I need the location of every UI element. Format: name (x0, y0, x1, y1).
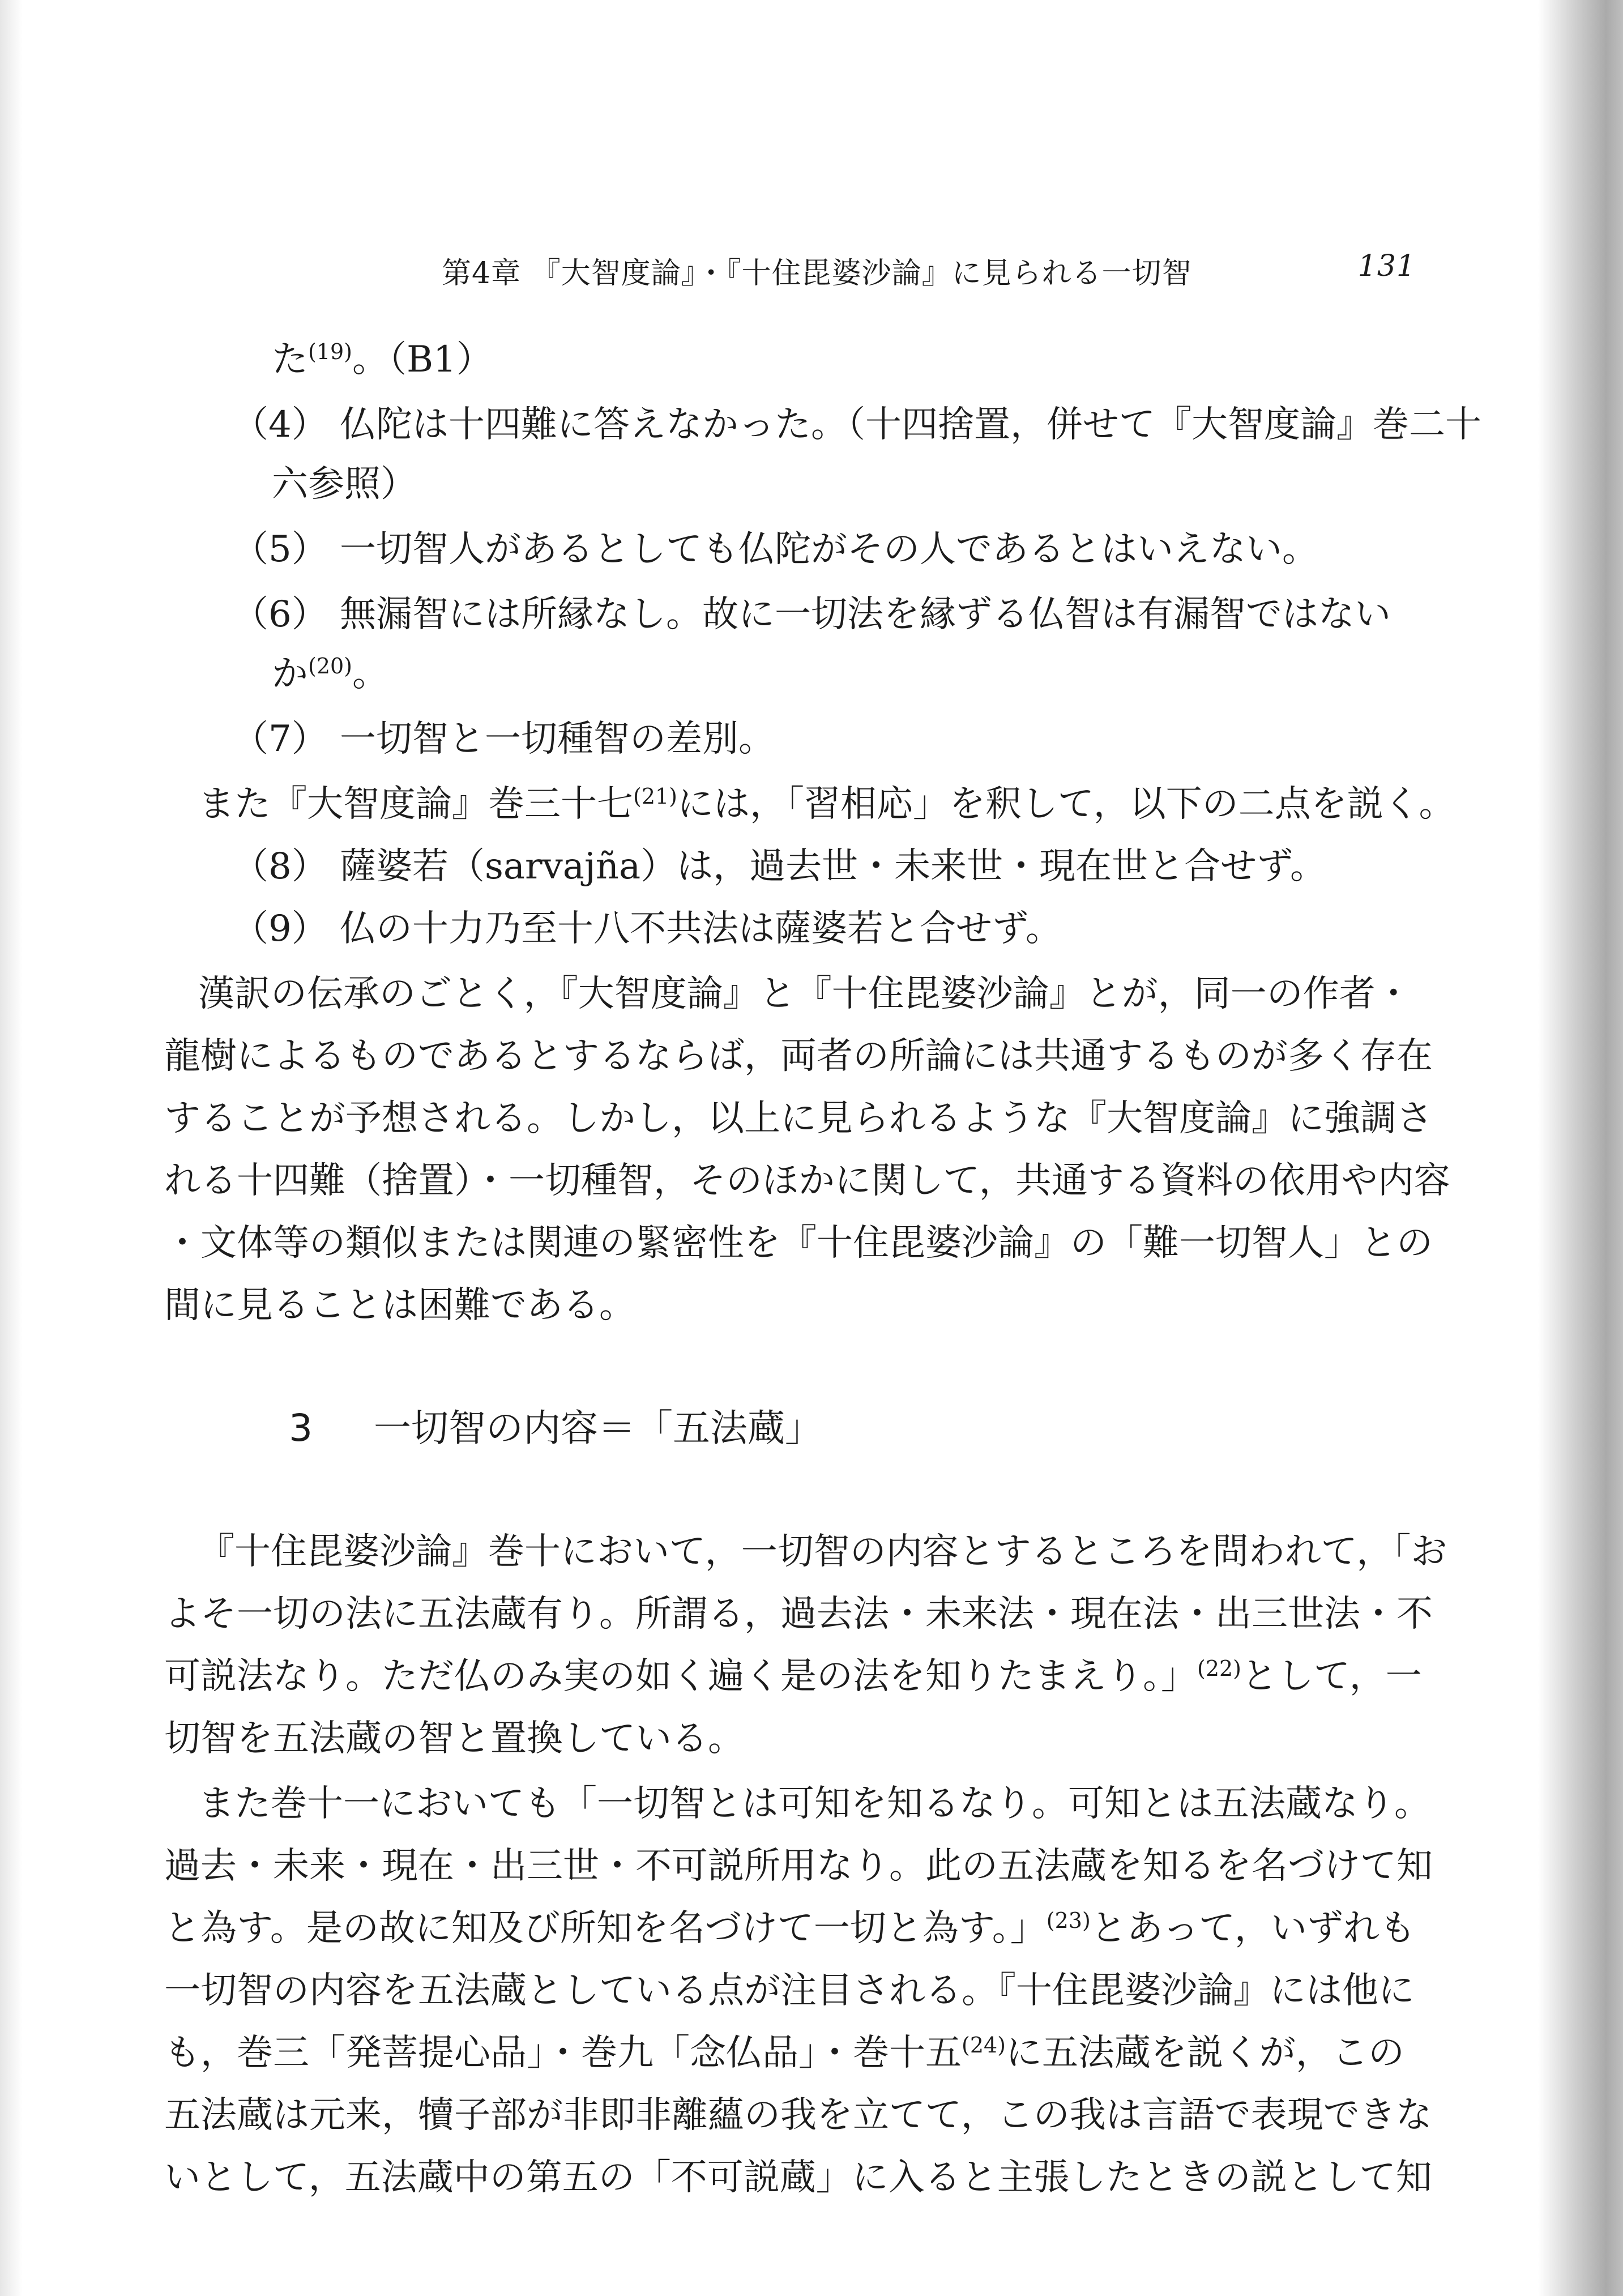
item-text: 一切智と一切種智の差別。 (340, 718, 775, 760)
item-continuation-4: 六参照） (272, 463, 417, 505)
running-header (442, 249, 1416, 295)
section-title: 一切智の内容＝「五法蔵」 (374, 1406, 822, 1450)
item-text: 仏陀は十四難に答えなかった。（十四捨置，併せて『大智度論』巻二十 (340, 404, 1481, 446)
item-text: 薩婆若（sarvajña）は，過去世・未来世・現在世と合せず。 (340, 846, 1327, 887)
item-number: （8） (232, 846, 328, 887)
item-text: 無漏智には所縁なし。故に一切法を縁ずる仏智は有漏智ではない (340, 594, 1391, 635)
paragraph-line: 一切智の内容を五法蔵としている点が注目される。『十住毘婆沙論』には他に (164, 1970, 1415, 2012)
numbered-item-7 (232, 716, 775, 762)
paragraph-line: いとして，五法蔵中の第五の「不可説蔵」に入ると主張したときの説として知 (164, 2157, 1432, 2199)
paragraph-line: 間に見ることは困難である。 (164, 1284, 635, 1326)
paragraph-line: も，巻三「発菩提心品」・巻九「念仏品」・巻十五$^{(24)}$に五法蔵を説くが，この (164, 2032, 1405, 2074)
numbered-item-9 (232, 906, 1062, 951)
footnote-ref-22: (22) (1197, 1656, 1242, 1681)
numbered-item-4 (232, 402, 1481, 447)
paragraph-line: 漢訳の伝承のごとく，『大智度論』と『十住毘婆沙論』とが，同一の作者・ (198, 973, 1412, 1015)
paragraph-line: 龍樹によるものであるとするならば，両者の所論には共通するものが多く存在 (164, 1035, 1433, 1077)
paragraph-line: することが予想される。しかし，以上に見られるような『大智度論』に強調さ (164, 1098, 1433, 1140)
footnote-ref-21: (21) (633, 784, 678, 809)
page-number: 131 (1357, 249, 1416, 283)
footnote-ref-24: (24) (962, 2033, 1006, 2058)
numbered-item-6 (232, 592, 1391, 637)
section-number: 3 (289, 1406, 313, 1450)
paragraph-line: 五法蔵は元来，犢子部が非即非離蘊の我を立てて，この我は言語で表現できな (164, 2094, 1432, 2136)
item-number: （6） (232, 594, 328, 635)
scan-right-edge (1538, 0, 1623, 2296)
item-text: 一切智人があるとしても仏陀がその人であるとはいえない。 (340, 528, 1318, 570)
footnote-ref-19: (19) (308, 339, 353, 364)
paragraph-line: 可説法なり。ただ仏のみ実の如く遍く是の法を知りたまえり。」$^{(22)}$として，一 (164, 1655, 1422, 1697)
numbered-item-8 (232, 844, 1326, 889)
paragraph-line: ・文体等の類似または関連の緊密性を『十住毘婆沙論』の「難一切智人」との (164, 1222, 1433, 1264)
footnote-ref-23: (23) (1046, 1908, 1091, 1933)
item-number: （5） (232, 528, 328, 570)
item-continuation-1: た$^{(19)}$。（B1） (272, 339, 493, 381)
paragraph-line: 『十住毘婆沙論』巻十において，一切智の内容とするところを問われて，「お (198, 1531, 1447, 1573)
item-number: （4） (232, 404, 328, 446)
item-continuation-6: か$^{(20)}$。 (272, 653, 389, 695)
numbered-item-5 (232, 527, 1318, 572)
paragraph-line: 切智を五法蔵の智と置換している。 (164, 1718, 744, 1760)
paragraph-line: また巻十一においても「一切智とは可知を知るなり。可知とは五法蔵なり。 (198, 1783, 1430, 1825)
item-text: 仏の十力乃至十八不共法は薩婆若と合せず。 (340, 908, 1062, 950)
paragraph-line: よそ一切の法に五法蔵有り。所謂る，過去法・未来法・現在法・出三世法・不 (164, 1593, 1433, 1635)
intro-paragraph: また『大智度論』巻三十七$^{(21)}$には，「習相応」を釈して，以下の二点を説く。 (198, 783, 1455, 825)
running-title: 第4章 『大智度論』・『十住毘婆沙論』に見られる一切智 (442, 257, 1192, 291)
paragraph-line: と為す。是の故に知及び所知を名づけて一切と為す。」$^{(23)}$とあって，いずれも (164, 1907, 1416, 1949)
item-number: （7） (232, 718, 328, 760)
section-heading (289, 1405, 822, 1452)
scan-left-shadow (0, 0, 23, 2296)
paragraph-line: 過去・未来・現在・出三世・不可説所用なり。此の五法蔵を知るを名づけて知 (164, 1845, 1433, 1887)
footnote-ref-20: (20) (308, 654, 353, 678)
paragraph-line: れる十四難（捨置）・一切種智，そのほかに関して，共通する資料の依用や内容 (164, 1160, 1450, 1202)
item-number: （9） (232, 908, 328, 950)
